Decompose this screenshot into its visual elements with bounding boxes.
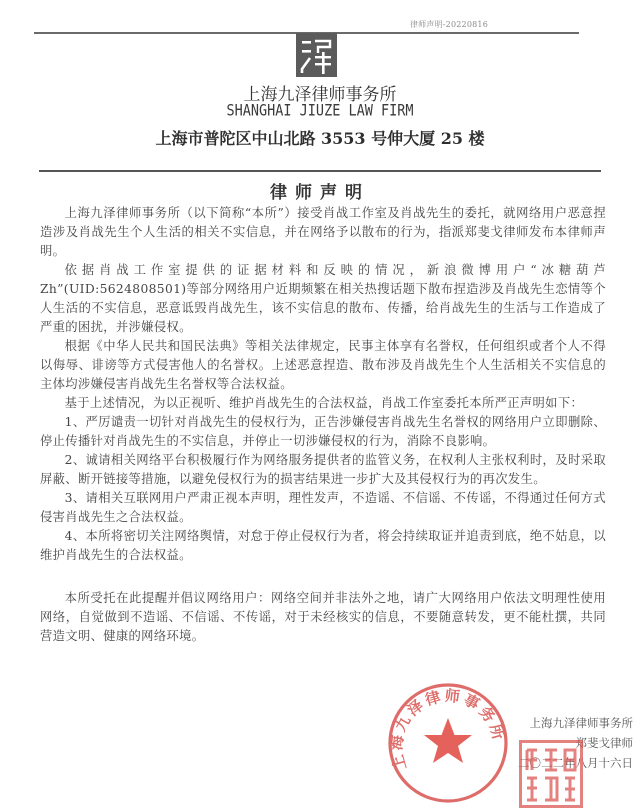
paragraph-reminder: 本所受托在此提醒并倡议网络用户：网络空间并非法外之地，请广大网络用户依法文明理性使用网络，自觉做到不造谣、不信谣、不传谣，对于未经核实的信息，不要随意转发，更不能杜撰，共同营造文明、健康的网络环境。 bbox=[40, 591, 606, 643]
paragraph-facts: 依据肖战工作室提供的证据材料和反映的情况，新浪微博用户“冰糖葫芦 Zh”(UID:5624808501)等部分网络用户近期频繁在相关热搜话题下散布捏造涉及肖战先生恋情等个人生活的不实信息，恶意诋毁肖战先生，该不实信息的散布、传播，给肖战先生的生活与工作造成了严重的困扰，并涉嫌侵权。 bbox=[40, 263, 606, 334]
document-code: 律师声明-20220816 bbox=[409, 20, 488, 29]
lawyer-square-seal-icon bbox=[519, 740, 583, 808]
signature-lawyer: 郑斐戈律师 bbox=[575, 736, 633, 750]
firm-address: 上海市普陀区中山北路 3553 号伸大厦 25 楼 bbox=[155, 129, 485, 148]
signature-firm: 上海九泽律师事务所 bbox=[529, 716, 633, 730]
signature-date: 二〇二二年八月十六日 bbox=[518, 756, 633, 770]
title-divider bbox=[39, 170, 601, 172]
paragraph-declaration-lead: 基于上述情况，为以正视听、维护肖战先生的合法权益，肖战工作室委托本所严正声明如下： bbox=[64, 396, 584, 410]
firm-name-chinese: 上海九泽律师事务所 bbox=[243, 85, 397, 105]
statement-body bbox=[40, 204, 606, 646]
paragraph-item-4: 4、本所将密切关注网络舆情，对怠于停止侵权行为者，将会持续取证并追责到底，绝不姑息，以维护肖战先生的合法权益。 bbox=[40, 529, 606, 562]
paragraph-item-3: 3、请相关互联网用户严肃正视本声明，理性发声，不造谣、不信谣、不传谣，不得通过任何方式侵害肖战先生之合法权益。 bbox=[40, 491, 606, 524]
firm-name-english: SHANGHAI JIUZE LAW FIRM bbox=[226, 101, 414, 121]
document-title: 律师声明 bbox=[270, 183, 370, 203]
paragraph-item-2: 2、诚请相关网络平台积极履行作为网络服务提供者的监管义务，在权利人主张权利时，及时采取屏蔽、断开链接等措施，以避免侵权行为的损害结果进一步扩大及其侵权行为的再次发生。 bbox=[40, 453, 606, 486]
svg-text:上海九泽律师事务所: 上海九泽律师事务所 bbox=[387, 686, 509, 773]
paragraph-intro: 上海九泽律师事务所（以下简称“本所”）接受肖战工作室及肖战先生的委托，就网络用户恶意捏造涉及肖战先生个人生活的相关不实信息，并在网络予以散布的行为，指派郑斐戈律师发布本律师声明。 bbox=[40, 206, 606, 258]
paragraph-item-1: 1、严厉谴责一切针对肖战先生的侵权行为，正告涉嫌侵害肖战先生名誉权的网络用户立即删除、停止传播针对肖战先生的不实信息，并停止一切涉嫌侵权的行为，消除不良影响。 bbox=[40, 415, 606, 448]
paragraph-legal-basis: 根据《中华人民共和国民法典》等相关法律规定，民事主体享有名誉权，任何组织或者个人不得以侮辱、诽谤等方式侵害他人的名誉权。上述恶意捏造、散布涉及肖战先生个人生活相关不实信息的主体均涉嫌侵害肖战先生名誉权等合法权益。 bbox=[40, 339, 606, 391]
firm-logo-icon bbox=[296, 33, 337, 77]
